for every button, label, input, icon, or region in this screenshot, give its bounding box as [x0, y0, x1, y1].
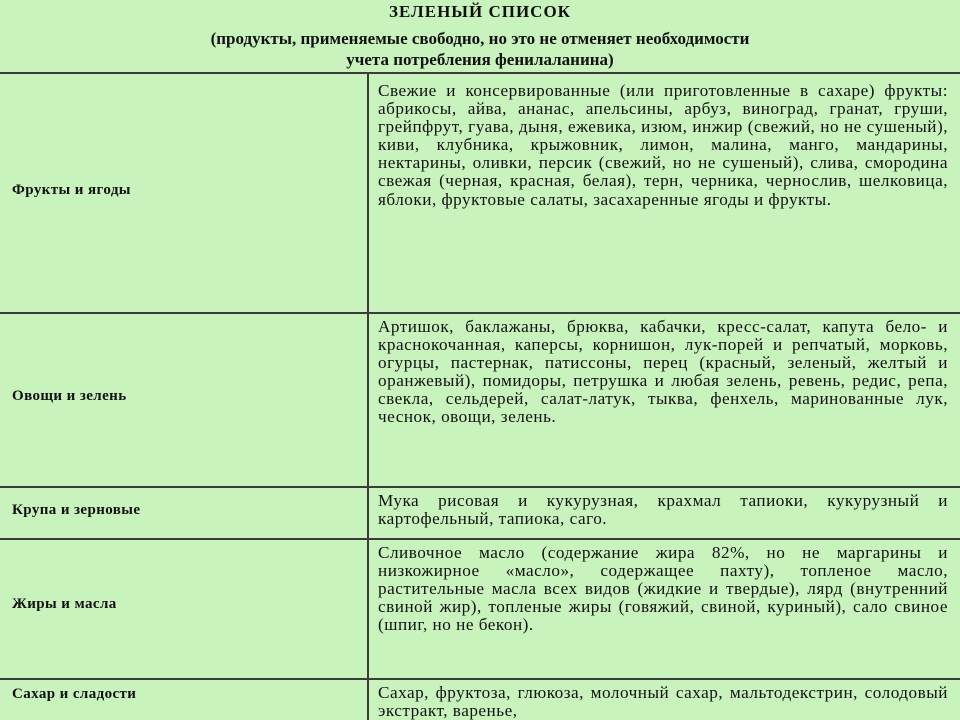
items-cell: Сливочное масло (содержание жира 82%, но не маргарины и низкожирное «масло», содержащее пахту), топленое масло, растительные масла всех видов (жидкие и твердые), лярд (внутренний свиной жир), топленые жиры (говяжий, свиной, куриный), сало свиное (шпиг, но не бекон). [378, 543, 948, 635]
items-cell: Свежие и консервированные (или приготовленные в сахаре) фрукты: абрикосы, айва, ананас, апельсины, арбуз, виноград, гранат, груши, грейпфрут, гуава, дыня, ежевика, изюм, инжир (свежий, но не сушеный), киви, клубника, крыжовник, лимон, малина, манго, мандарины, нектарины, оливки, персик (свежий, но не сушеный), слива, смородина свежая (черная, красная, белая), терн, черника, чернослив, шелковица, яблоки, фруктовые салаты, засахаренные ягоды и фрукты. [378, 81, 948, 209]
items-cell: Мука рисовая и кукурузная, крахмал тапиоки, кукурузный и картофельный, тапиока, саго. [378, 491, 948, 529]
table-row [0, 488, 960, 540]
table-row [0, 540, 960, 680]
category-cell: Жиры и масла [12, 596, 117, 612]
table-subtitle-line2: учета потребления фенилаланина) [346, 50, 614, 69]
category-cell: Крупа и зерновые [12, 502, 141, 518]
table-row [0, 314, 960, 488]
table-subtitle-line1: (продукты, применяемые свободно, но это не отменяет необходимости [210, 29, 750, 48]
category-cell: Овощи и зелень [12, 388, 127, 404]
table-title: ЗЕЛЕНЫЙ СПИСОК [388, 2, 572, 21]
table-header [0, 0, 960, 74]
column-divider [367, 74, 369, 720]
items-cell: Артишок, баклажаны, брюква, кабачки, кресс-салат, капута бело- и краснокочанная, каперсы, корнишон, лук-порей и репчатый, морковь, огурцы, пастернак, патиссоны, перец (красный, зеленый, желтый и оранжевый), помидоры, петрушка и любая зелень, ревень, редис, репа, свекла, сельдерей, салат-латук, тыква, фенхель, маринованные лук, чеснок, овощи, зелень. [378, 317, 948, 427]
category-cell: Сахар и сладости [12, 686, 137, 702]
category-cell: Фрукты и ягоды [12, 182, 131, 198]
table-row [0, 680, 960, 720]
items-cell: Сахар, фруктоза, глюкоза, молочный сахар, мальтодекстрин, солодовый экстракт, варенье, [378, 683, 948, 720]
table-row [0, 74, 960, 314]
